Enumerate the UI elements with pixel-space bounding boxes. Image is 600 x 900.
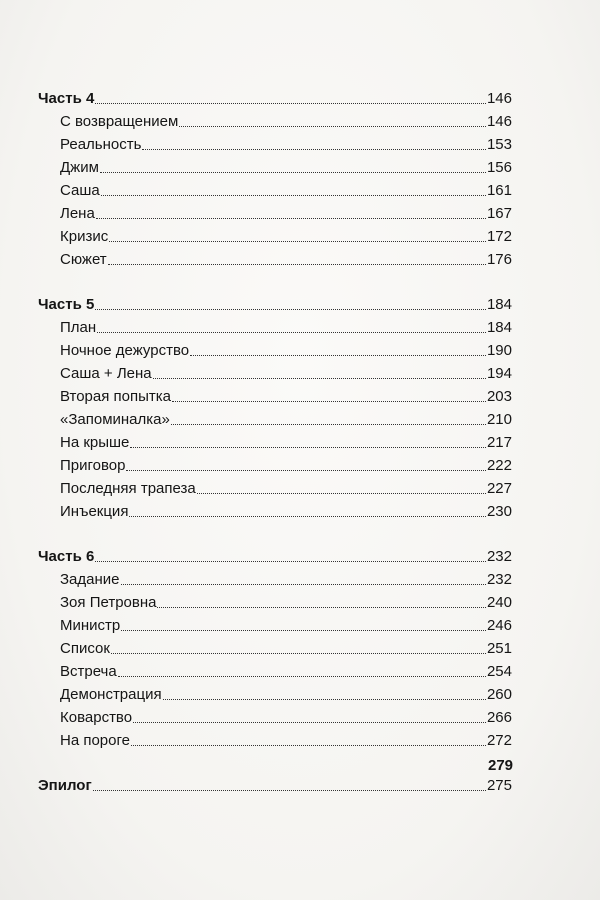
dot-leader bbox=[109, 241, 486, 242]
toc-chapter-entry-page-number: 156 bbox=[486, 159, 512, 176]
dot-leader bbox=[121, 584, 486, 585]
toc-chapter-entry bbox=[38, 314, 512, 337]
dot-leader bbox=[163, 699, 486, 700]
toc-chapter-entry-page-number: 254 bbox=[486, 663, 512, 680]
dot-leader bbox=[126, 470, 485, 471]
toc-chapter-entry bbox=[38, 154, 512, 177]
toc-chapter-entry-page-number: 266 bbox=[486, 709, 512, 726]
toc-section bbox=[38, 543, 512, 750]
toc-part-heading-page-number: 146 bbox=[486, 90, 512, 107]
toc-chapter-entry-page-number: 210 bbox=[486, 411, 512, 428]
toc-chapter-entry-title: Саша + Лена bbox=[60, 365, 152, 382]
toc-chapter-entry-title: Встреча bbox=[60, 663, 117, 680]
toc-chapter-entry-title: Джим bbox=[60, 159, 99, 176]
toc-chapter-entry-title: Кризис bbox=[60, 228, 109, 245]
toc-chapter-entry bbox=[38, 429, 512, 452]
toc-chapter-entry bbox=[38, 360, 512, 383]
toc-chapter-entry-title: Лена bbox=[60, 205, 95, 222]
toc-chapter-entry-page-number: 227 bbox=[486, 480, 512, 497]
toc-chapter-entry bbox=[38, 108, 512, 131]
toc-part-heading-title: Часть 5 bbox=[38, 296, 95, 313]
toc-chapter-entry bbox=[38, 566, 512, 589]
toc-section bbox=[38, 772, 512, 795]
toc-section bbox=[38, 85, 512, 269]
toc-chapter-entry-title: Инъекция bbox=[60, 503, 129, 520]
toc-chapter-entry-title: Задание bbox=[60, 571, 120, 588]
toc-chapter-entry-page-number: 203 bbox=[486, 388, 512, 405]
toc-chapter-entry-page-number: 246 bbox=[486, 617, 512, 634]
toc-part-heading-title: Часть 6 bbox=[38, 548, 95, 565]
dot-leader bbox=[121, 630, 486, 631]
toc-chapter-entry bbox=[38, 177, 512, 200]
dot-leader bbox=[142, 149, 486, 150]
dot-leader bbox=[93, 790, 486, 791]
toc-chapter-entry bbox=[38, 223, 512, 246]
toc-chapter-entry-title: Ночное дежурство bbox=[60, 342, 190, 359]
dot-leader bbox=[133, 722, 486, 723]
toc-chapter-entry-title: С возвращением bbox=[60, 113, 179, 130]
toc-chapter-entry-page-number: 161 bbox=[486, 182, 512, 199]
toc-chapter-entry-title: «Запоминалка» bbox=[60, 411, 170, 428]
toc-chapter-entry-page-number: 194 bbox=[486, 365, 512, 382]
toc-chapter-entry-title: Демонстрация bbox=[60, 686, 162, 703]
toc-chapter-entry-title: Саша bbox=[60, 182, 100, 199]
toc-chapter-entry-page-number: 232 bbox=[486, 571, 512, 588]
dot-leader bbox=[96, 218, 486, 219]
toc-chapter-entry-title: Коварство bbox=[60, 709, 133, 726]
dot-leader bbox=[111, 653, 486, 654]
dot-leader bbox=[197, 493, 486, 494]
toc-chapter-entry bbox=[38, 475, 512, 498]
page-number: 279 bbox=[488, 757, 514, 774]
toc-chapter-entry bbox=[38, 200, 512, 223]
toc-chapter-entry-page-number: 167 bbox=[486, 205, 512, 222]
toc-part-heading bbox=[38, 772, 512, 795]
toc-chapter-entry-page-number: 146 bbox=[486, 113, 512, 130]
toc-part-heading bbox=[38, 543, 512, 566]
toc-chapter-entry-page-number: 217 bbox=[486, 434, 512, 451]
toc-chapter-entry-title: Министр bbox=[60, 617, 121, 634]
toc-part-heading bbox=[38, 85, 512, 108]
toc-chapter-entry-title: Зоя Петровна bbox=[60, 594, 157, 611]
toc-chapter-entry-page-number: 184 bbox=[486, 319, 512, 336]
dot-leader bbox=[108, 264, 486, 265]
dot-leader bbox=[131, 745, 486, 746]
toc-chapter-entry bbox=[38, 337, 512, 360]
toc-chapter-entry-page-number: 240 bbox=[486, 594, 512, 611]
toc-chapter-entry bbox=[38, 383, 512, 406]
toc-chapter-entry bbox=[38, 246, 512, 269]
toc-part-heading-page-number: 275 bbox=[486, 777, 512, 794]
toc-chapter-entry-page-number: 172 bbox=[486, 228, 512, 245]
toc-chapter-entry bbox=[38, 131, 512, 154]
toc-part-heading-title: Эпилог bbox=[38, 777, 92, 794]
toc-chapter-entry bbox=[38, 406, 512, 429]
toc-part-heading-page-number: 232 bbox=[486, 548, 512, 565]
toc-chapter-entry-page-number: 153 bbox=[486, 136, 512, 153]
toc-chapter-entry-page-number: 251 bbox=[486, 640, 512, 657]
toc-section bbox=[38, 291, 512, 521]
dot-leader bbox=[172, 401, 486, 402]
toc-chapter-entry-title: Последняя трапеза bbox=[60, 480, 196, 497]
toc-chapter-entry bbox=[38, 658, 512, 681]
dot-leader bbox=[153, 378, 486, 379]
toc-chapter-entry-page-number: 272 bbox=[486, 732, 512, 749]
dot-leader bbox=[97, 332, 486, 333]
toc-chapter-entry bbox=[38, 727, 512, 750]
dot-leader bbox=[157, 607, 486, 608]
dot-leader bbox=[190, 355, 486, 356]
toc-chapter-entry bbox=[38, 498, 512, 521]
toc-chapter-entry bbox=[38, 589, 512, 612]
toc-chapter-entry bbox=[38, 612, 512, 635]
toc-chapter-entry bbox=[38, 704, 512, 727]
toc-chapter-entry-page-number: 222 bbox=[486, 457, 512, 474]
toc-chapter-entry-page-number: 176 bbox=[486, 251, 512, 268]
dot-leader bbox=[179, 126, 486, 127]
table-of-contents bbox=[38, 85, 512, 817]
toc-chapter-entry-title: План bbox=[60, 319, 97, 336]
toc-part-heading-title: Часть 4 bbox=[38, 90, 95, 107]
dot-leader bbox=[95, 561, 486, 562]
toc-part-heading-page-number: 184 bbox=[486, 296, 512, 313]
dot-leader bbox=[171, 424, 486, 425]
dot-leader bbox=[95, 309, 486, 310]
toc-chapter-entry bbox=[38, 681, 512, 704]
toc-part-heading bbox=[38, 291, 512, 314]
toc-chapter-entry-page-number: 230 bbox=[486, 503, 512, 520]
toc-chapter-entry-page-number: 260 bbox=[486, 686, 512, 703]
toc-chapter-entry-title: Реальность bbox=[60, 136, 142, 153]
dot-leader bbox=[118, 676, 486, 677]
dot-leader bbox=[95, 103, 486, 104]
toc-chapter-entry-title: Приговор bbox=[60, 457, 126, 474]
dot-leader bbox=[101, 195, 486, 196]
toc-chapter-entry bbox=[38, 452, 512, 475]
toc-chapter-entry-title: Список bbox=[60, 640, 110, 657]
toc-chapter-entry-title: На крыше bbox=[60, 434, 130, 451]
toc-chapter-entry-title: На пороге bbox=[60, 732, 130, 749]
toc-chapter-entry bbox=[38, 635, 512, 658]
dot-leader bbox=[100, 172, 486, 173]
dot-leader bbox=[129, 516, 486, 517]
toc-chapter-entry-title: Сюжет bbox=[60, 251, 107, 268]
toc-chapter-entry-title: Вторая попытка bbox=[60, 388, 171, 405]
dot-leader bbox=[130, 447, 486, 448]
toc-chapter-entry-page-number: 190 bbox=[486, 342, 512, 359]
